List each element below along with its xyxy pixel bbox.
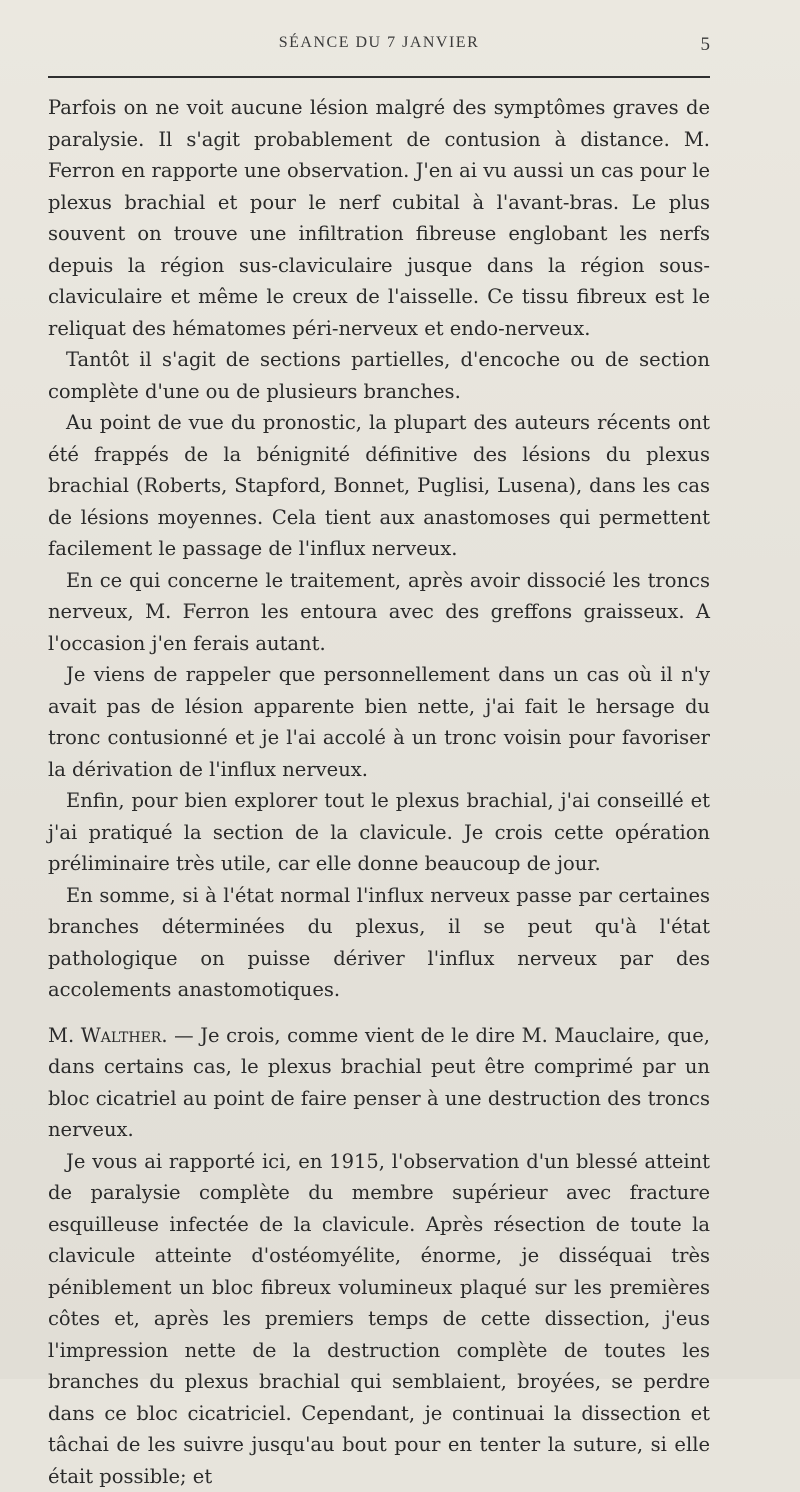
- speaker-suffix: . —: [161, 1024, 200, 1047]
- paragraph: Je viens de rappeler que personnellement dans un cas où il n'y avait pas de lésion apparente bien nette, j'ai fait le hersage du tronc contusionné et je l'ai accolé à un tronc voisin pour favoriser la dérivation de l'influx nerveux.: [48, 659, 710, 785]
- body-text: [48, 92, 710, 1492]
- paragraph: Enfin, pour bien explorer tout le plexus brachial, j'ai conseillé et j'ai pratiqué la section de la clavicule. Je crois cette opération préliminaire très utile, car elle donne beaucoup de jour.: [48, 785, 710, 880]
- speaker-text: Je crois, comme vient de le dire M. Mauclaire, que, dans certains cas, le plexus brachial peut être comprimé par un bloc cicatriel au point de faire penser à une destruction des troncs nerveux.: [48, 1024, 710, 1142]
- paragraph: Au point de vue du pronostic, la plupart des auteurs récents ont été frappés de la bénignité définitive des lésions du plexus brachial (Roberts, Stapford, Bonnet, Puglisi, Lusena), dans les cas de lésions moyennes. Cela tient aux anastomoses qui permettent facilement le passage de l'influx nerveux.: [48, 407, 710, 565]
- paragraph: Parfois on ne voit aucune lésion malgré des symptômes graves de paralysie. Il s'agit probablement de contusion à distance. M. Ferron en rapporte une observation. J'en ai vu aussi un cas pour le plexus brachial et pour le nerf cubital à l'avant-bras. Le plus souvent on trouve une infiltration fibreuse englobant les nerfs depuis la région sus-claviculaire jusque dans la région sous-claviculaire et même le creux de l'aisselle. Ce tissu fibreux est le reliquat des hématomes péri-nerveux et endo-nerveux.: [48, 92, 710, 344]
- running-title: SÉANCE DU 7 JANVIER: [48, 34, 710, 52]
- paragraph: En ce qui concerne le traitement, après avoir dissocié les troncs nerveux, M. Ferron les entoura avec des greffons graisseux. A l'occasion j'en ferais autant.: [48, 565, 710, 660]
- header-rule: [48, 76, 710, 78]
- paragraph: En somme, si à l'état normal l'influx nerveux passe par certaines branches déterminées du plexus, il se peut qu'à l'état pathologique on puisse dériver l'influx nerveux par des accolements anastomotiques.: [48, 880, 710, 1006]
- page-number: 5: [701, 34, 711, 56]
- speaker-paragraph: [48, 1020, 710, 1146]
- page-header: [48, 34, 710, 58]
- paragraph: Je vous ai rapporté ici, en 1915, l'observation d'un blessé atteint de paralysie complète du membre supérieur avec fracture esquilleuse infectée de la clavicule. Après résection de toute la clavicule atteinte d'ostéomyélite, énorme, je disséquai très péniblement un bloc fibreux volumineux plaqué sur les premières côtes et, après les premiers temps de cette dissection, j'eus l'impression nette de la destruction complète de toutes les branches du plexus brachial qui semblaient, broyées, se perdre dans ce bloc cicatriciel. Cependant, je continuai la dissection et tâchai de les suivre jusqu'au bout pour en tenter la suture, si elle était possible; et: [48, 1146, 710, 1492]
- speaker-name: Walther: [81, 1024, 162, 1047]
- speaker-prefix: M.: [48, 1024, 81, 1047]
- paragraph: Tantôt il s'agit de sections partielles, d'encoche ou de section complète d'une ou de plusieurs branches.: [48, 344, 710, 407]
